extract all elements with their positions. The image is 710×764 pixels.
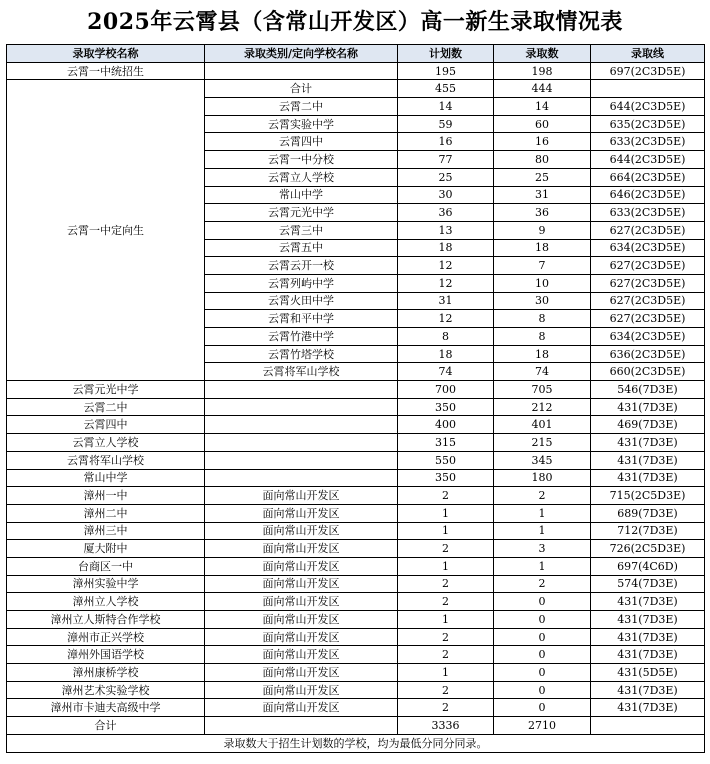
cell-category: 云霄列屿中学: [205, 274, 398, 292]
table-row: [7, 381, 705, 399]
cell-total-admitted: 2710: [494, 717, 591, 735]
cell-plan: 31: [398, 292, 494, 310]
cell-school: 漳州三中: [7, 522, 205, 540]
cell-admitted: 0: [494, 699, 591, 717]
header-plan: 计划数: [398, 45, 494, 63]
cell-plan: 77: [398, 151, 494, 169]
table-row: [7, 62, 705, 80]
cell-plan: 13: [398, 221, 494, 239]
cell-school: 漳州二中: [7, 504, 205, 522]
cell-admitted: 215: [494, 434, 591, 452]
cell-category: 云霄实验中学: [205, 115, 398, 133]
cell-admitted: 0: [494, 664, 591, 682]
cell-line: 574(7D3E): [591, 575, 705, 593]
table-row: [7, 416, 705, 434]
cell-plan: 700: [398, 381, 494, 399]
cell-line: 633(2C3D5E): [591, 133, 705, 151]
cell-line: 633(2C3D5E): [591, 204, 705, 222]
cell-admitted: 2: [494, 487, 591, 505]
cell-line: 689(7D3E): [591, 504, 705, 522]
cell-school: 云霄二中: [7, 398, 205, 416]
cell-school: 云霄一中统招生: [7, 62, 205, 80]
cell-line: 546(7D3E): [591, 381, 705, 399]
cell-admitted: 0: [494, 646, 591, 664]
cell-plan: 350: [398, 398, 494, 416]
cell-school: 漳州一中: [7, 487, 205, 505]
cell-category: 面向常山开发区: [205, 611, 398, 629]
cell-plan: 59: [398, 115, 494, 133]
cell-plan: 2: [398, 487, 494, 505]
cell-line: 431(7D3E): [591, 611, 705, 629]
cell-category: 云霄立人学校: [205, 168, 398, 186]
table-row: [7, 469, 705, 487]
cell-line: 431(7D3E): [591, 699, 705, 717]
table-row: [7, 646, 705, 664]
cell-category: 面向常山开发区: [205, 664, 398, 682]
cell-admitted: 212: [494, 398, 591, 416]
cell-school: 漳州康桥学校: [7, 664, 205, 682]
cell-admitted: 18: [494, 345, 591, 363]
cell-admitted: 10: [494, 274, 591, 292]
table-row: [7, 80, 705, 98]
cell-plan: 1: [398, 664, 494, 682]
cell-plan: 30: [398, 186, 494, 204]
cell-category: 云霄竹塔学校: [205, 345, 398, 363]
cell-admitted: 180: [494, 469, 591, 487]
cell-plan: 12: [398, 310, 494, 328]
cell-plan: 2: [398, 540, 494, 558]
cell-category: 云霄五中: [205, 239, 398, 257]
cell-plan: 74: [398, 363, 494, 381]
cell-admitted: 1: [494, 557, 591, 575]
cell-admitted: 8: [494, 310, 591, 328]
cell-line: 697(2C3D5E): [591, 62, 705, 80]
table-row: [7, 487, 705, 505]
cell-plan: 1: [398, 557, 494, 575]
cell-category: 云霄和平中学: [205, 310, 398, 328]
header-admitted: 录取数: [494, 45, 591, 63]
cell-category: 云霄将军山学校: [205, 363, 398, 381]
cell-line: 726(2C5D3E): [591, 540, 705, 558]
cell-admitted: 1: [494, 504, 591, 522]
header-row: [7, 45, 705, 63]
table-row: [7, 540, 705, 558]
cell-category: [205, 416, 398, 434]
cell-line: 634(2C3D5E): [591, 328, 705, 346]
cell-plan: 25: [398, 168, 494, 186]
cell-plan: 550: [398, 451, 494, 469]
cell-plan: 36: [398, 204, 494, 222]
cell-school: 漳州立人斯特合作学校: [7, 611, 205, 629]
table-row: [7, 628, 705, 646]
cell-category: 面向常山开发区: [205, 522, 398, 540]
table-row: [7, 699, 705, 717]
cell-category: 面向常山开发区: [205, 575, 398, 593]
cell-line: 431(7D3E): [591, 646, 705, 664]
cell-line: 627(2C3D5E): [591, 292, 705, 310]
cell-admitted: 74: [494, 363, 591, 381]
cell-category: 云霄火田中学: [205, 292, 398, 310]
table-row: [7, 681, 705, 699]
cell-plan: 2: [398, 699, 494, 717]
table-row: [7, 451, 705, 469]
cell-category: [205, 451, 398, 469]
cell-school: 云霄元光中学: [7, 381, 205, 399]
cell-category: 云霄一中分校: [205, 151, 398, 169]
cell-line: 634(2C3D5E): [591, 239, 705, 257]
header-line: 录取线: [591, 45, 705, 63]
cell-admitted: 30: [494, 292, 591, 310]
cell-school: 常山中学: [7, 469, 205, 487]
cell-category: 云霄元光中学: [205, 204, 398, 222]
cell-school: 漳州外国语学校: [7, 646, 205, 664]
cell-school: 云霄将军山学校: [7, 451, 205, 469]
table-row: [7, 664, 705, 682]
cell-plan: 455: [398, 80, 494, 98]
cell-admitted: 705: [494, 381, 591, 399]
cell-line: 627(2C3D5E): [591, 274, 705, 292]
cell-plan: 16: [398, 133, 494, 151]
table-row: [7, 593, 705, 611]
cell-line: 644(2C3D5E): [591, 98, 705, 116]
cell-admitted: 7: [494, 257, 591, 275]
cell-admitted: 198: [494, 62, 591, 80]
cell-line: 431(7D3E): [591, 434, 705, 452]
cell-line: 431(7D3E): [591, 398, 705, 416]
cell-total-label: 合计: [7, 717, 205, 735]
cell-line: 431(7D3E): [591, 681, 705, 699]
cell-total-plan: 3336: [398, 717, 494, 735]
page-title: 2025年云霄县（含常山开发区）高一新生录取情况表: [87, 9, 623, 35]
cell-category: [205, 434, 398, 452]
cell-admitted: 80: [494, 151, 591, 169]
cell-line: 431(7D3E): [591, 628, 705, 646]
cell-category: [205, 717, 398, 735]
cell-category: [205, 398, 398, 416]
cell-category: [205, 469, 398, 487]
cell-plan: 2: [398, 575, 494, 593]
cell-category: 面向常山开发区: [205, 646, 398, 664]
cell-line: 627(2C3D5E): [591, 310, 705, 328]
header-category: 录取类别/定向学校名称: [205, 45, 398, 63]
total-row: [7, 717, 705, 735]
table-row: [7, 504, 705, 522]
cell-category: 面向常山开发区: [205, 699, 398, 717]
cell-category: [205, 62, 398, 80]
cell-category: 面向常山开发区: [205, 540, 398, 558]
cell-plan: 12: [398, 274, 494, 292]
cell-line: 431(7D3E): [591, 469, 705, 487]
cell-admitted: 0: [494, 611, 591, 629]
table-row: [7, 522, 705, 540]
cell-school: 厦大附中: [7, 540, 205, 558]
footnote: 录取数大于招生计划数的学校，均为最低分同分同录。: [7, 734, 705, 752]
cell-plan: 2: [398, 628, 494, 646]
cell-plan: 18: [398, 239, 494, 257]
note-row: [7, 734, 705, 752]
table-body: [7, 62, 705, 752]
cell-line: [591, 80, 705, 98]
cell-category: 面向常山开发区: [205, 557, 398, 575]
cell-plan: 1: [398, 611, 494, 629]
cell-line: 646(2C3D5E): [591, 186, 705, 204]
cell-line: 715(2C5D3E): [591, 487, 705, 505]
cell-line: 664(2C3D5E): [591, 168, 705, 186]
cell-plan: 12: [398, 257, 494, 275]
cell-admitted: 16: [494, 133, 591, 151]
cell-category: 云霄竹港中学: [205, 328, 398, 346]
cell-admitted: 8: [494, 328, 591, 346]
cell-line: 712(7D3E): [591, 522, 705, 540]
cell-line: 627(2C3D5E): [591, 221, 705, 239]
cell-category: 云霄四中: [205, 133, 398, 151]
cell-category: 云霄二中: [205, 98, 398, 116]
cell-admitted: 1: [494, 522, 591, 540]
cell-category: [205, 381, 398, 399]
cell-admitted: 60: [494, 115, 591, 133]
cell-school: 漳州立人学校: [7, 593, 205, 611]
cell-school-group: 云霄一中定向生: [7, 80, 205, 381]
cell-admitted: 401: [494, 416, 591, 434]
cell-line: 635(2C3D5E): [591, 115, 705, 133]
cell-plan: 195: [398, 62, 494, 80]
cell-category: 常山中学: [205, 186, 398, 204]
cell-admitted: 0: [494, 681, 591, 699]
cell-line: 636(2C3D5E): [591, 345, 705, 363]
cell-admitted: 3: [494, 540, 591, 558]
cell-plan: 350: [398, 469, 494, 487]
cell-plan: 2: [398, 681, 494, 699]
table-row: [7, 398, 705, 416]
cell-school: 漳州艺术实验学校: [7, 681, 205, 699]
cell-line: 431(7D3E): [591, 593, 705, 611]
cell-category: 云霄云开一校: [205, 257, 398, 275]
cell-plan: 14: [398, 98, 494, 116]
cell-admitted: 0: [494, 593, 591, 611]
cell-line: 644(2C3D5E): [591, 151, 705, 169]
cell-category: 面向常山开发区: [205, 681, 398, 699]
cell-admitted: 31: [494, 186, 591, 204]
cell-admitted: 36: [494, 204, 591, 222]
table-row: [7, 434, 705, 452]
cell-category: 面向常山开发区: [205, 487, 398, 505]
cell-admitted: 2: [494, 575, 591, 593]
cell-admitted: 18: [494, 239, 591, 257]
cell-admitted: 345: [494, 451, 591, 469]
table-header: [7, 45, 705, 63]
cell-line: 431(7D3E): [591, 451, 705, 469]
cell-category: 云霄三中: [205, 221, 398, 239]
cell-line: 627(2C3D5E): [591, 257, 705, 275]
cell-admitted: 0: [494, 628, 591, 646]
cell-plan: 1: [398, 522, 494, 540]
cell-plan: 18: [398, 345, 494, 363]
table-row: [7, 575, 705, 593]
cell-plan: 2: [398, 646, 494, 664]
cell-plan: 2: [398, 593, 494, 611]
cell-school: 漳州市卡迪夫高级中学: [7, 699, 205, 717]
admission-table: [6, 44, 705, 753]
cell-line: 469(7D3E): [591, 416, 705, 434]
cell-school: 云霄立人学校: [7, 434, 205, 452]
cell-plan: 8: [398, 328, 494, 346]
table-row: [7, 557, 705, 575]
cell-plan: 315: [398, 434, 494, 452]
cell-school: 漳州市正兴学校: [7, 628, 205, 646]
cell-category: 面向常山开发区: [205, 504, 398, 522]
cell-line: 697(4C6D): [591, 557, 705, 575]
cell-line: 660(2C3D5E): [591, 363, 705, 381]
cell-admitted: 444: [494, 80, 591, 98]
cell-category: 面向常山开发区: [205, 593, 398, 611]
cell-plan: 400: [398, 416, 494, 434]
cell-admitted: 25: [494, 168, 591, 186]
cell-admitted: 9: [494, 221, 591, 239]
cell-line: 431(5D5E): [591, 664, 705, 682]
cell-category: 合计: [205, 80, 398, 98]
cell-category: 面向常山开发区: [205, 628, 398, 646]
cell-line: [591, 717, 705, 735]
cell-school: 台商区一中: [7, 557, 205, 575]
cell-school: 漳州实验中学: [7, 575, 205, 593]
table-row: [7, 611, 705, 629]
cell-school: 云霄四中: [7, 416, 205, 434]
cell-admitted: 14: [494, 98, 591, 116]
header-school: 录取学校名称: [7, 45, 205, 63]
cell-plan: 1: [398, 504, 494, 522]
